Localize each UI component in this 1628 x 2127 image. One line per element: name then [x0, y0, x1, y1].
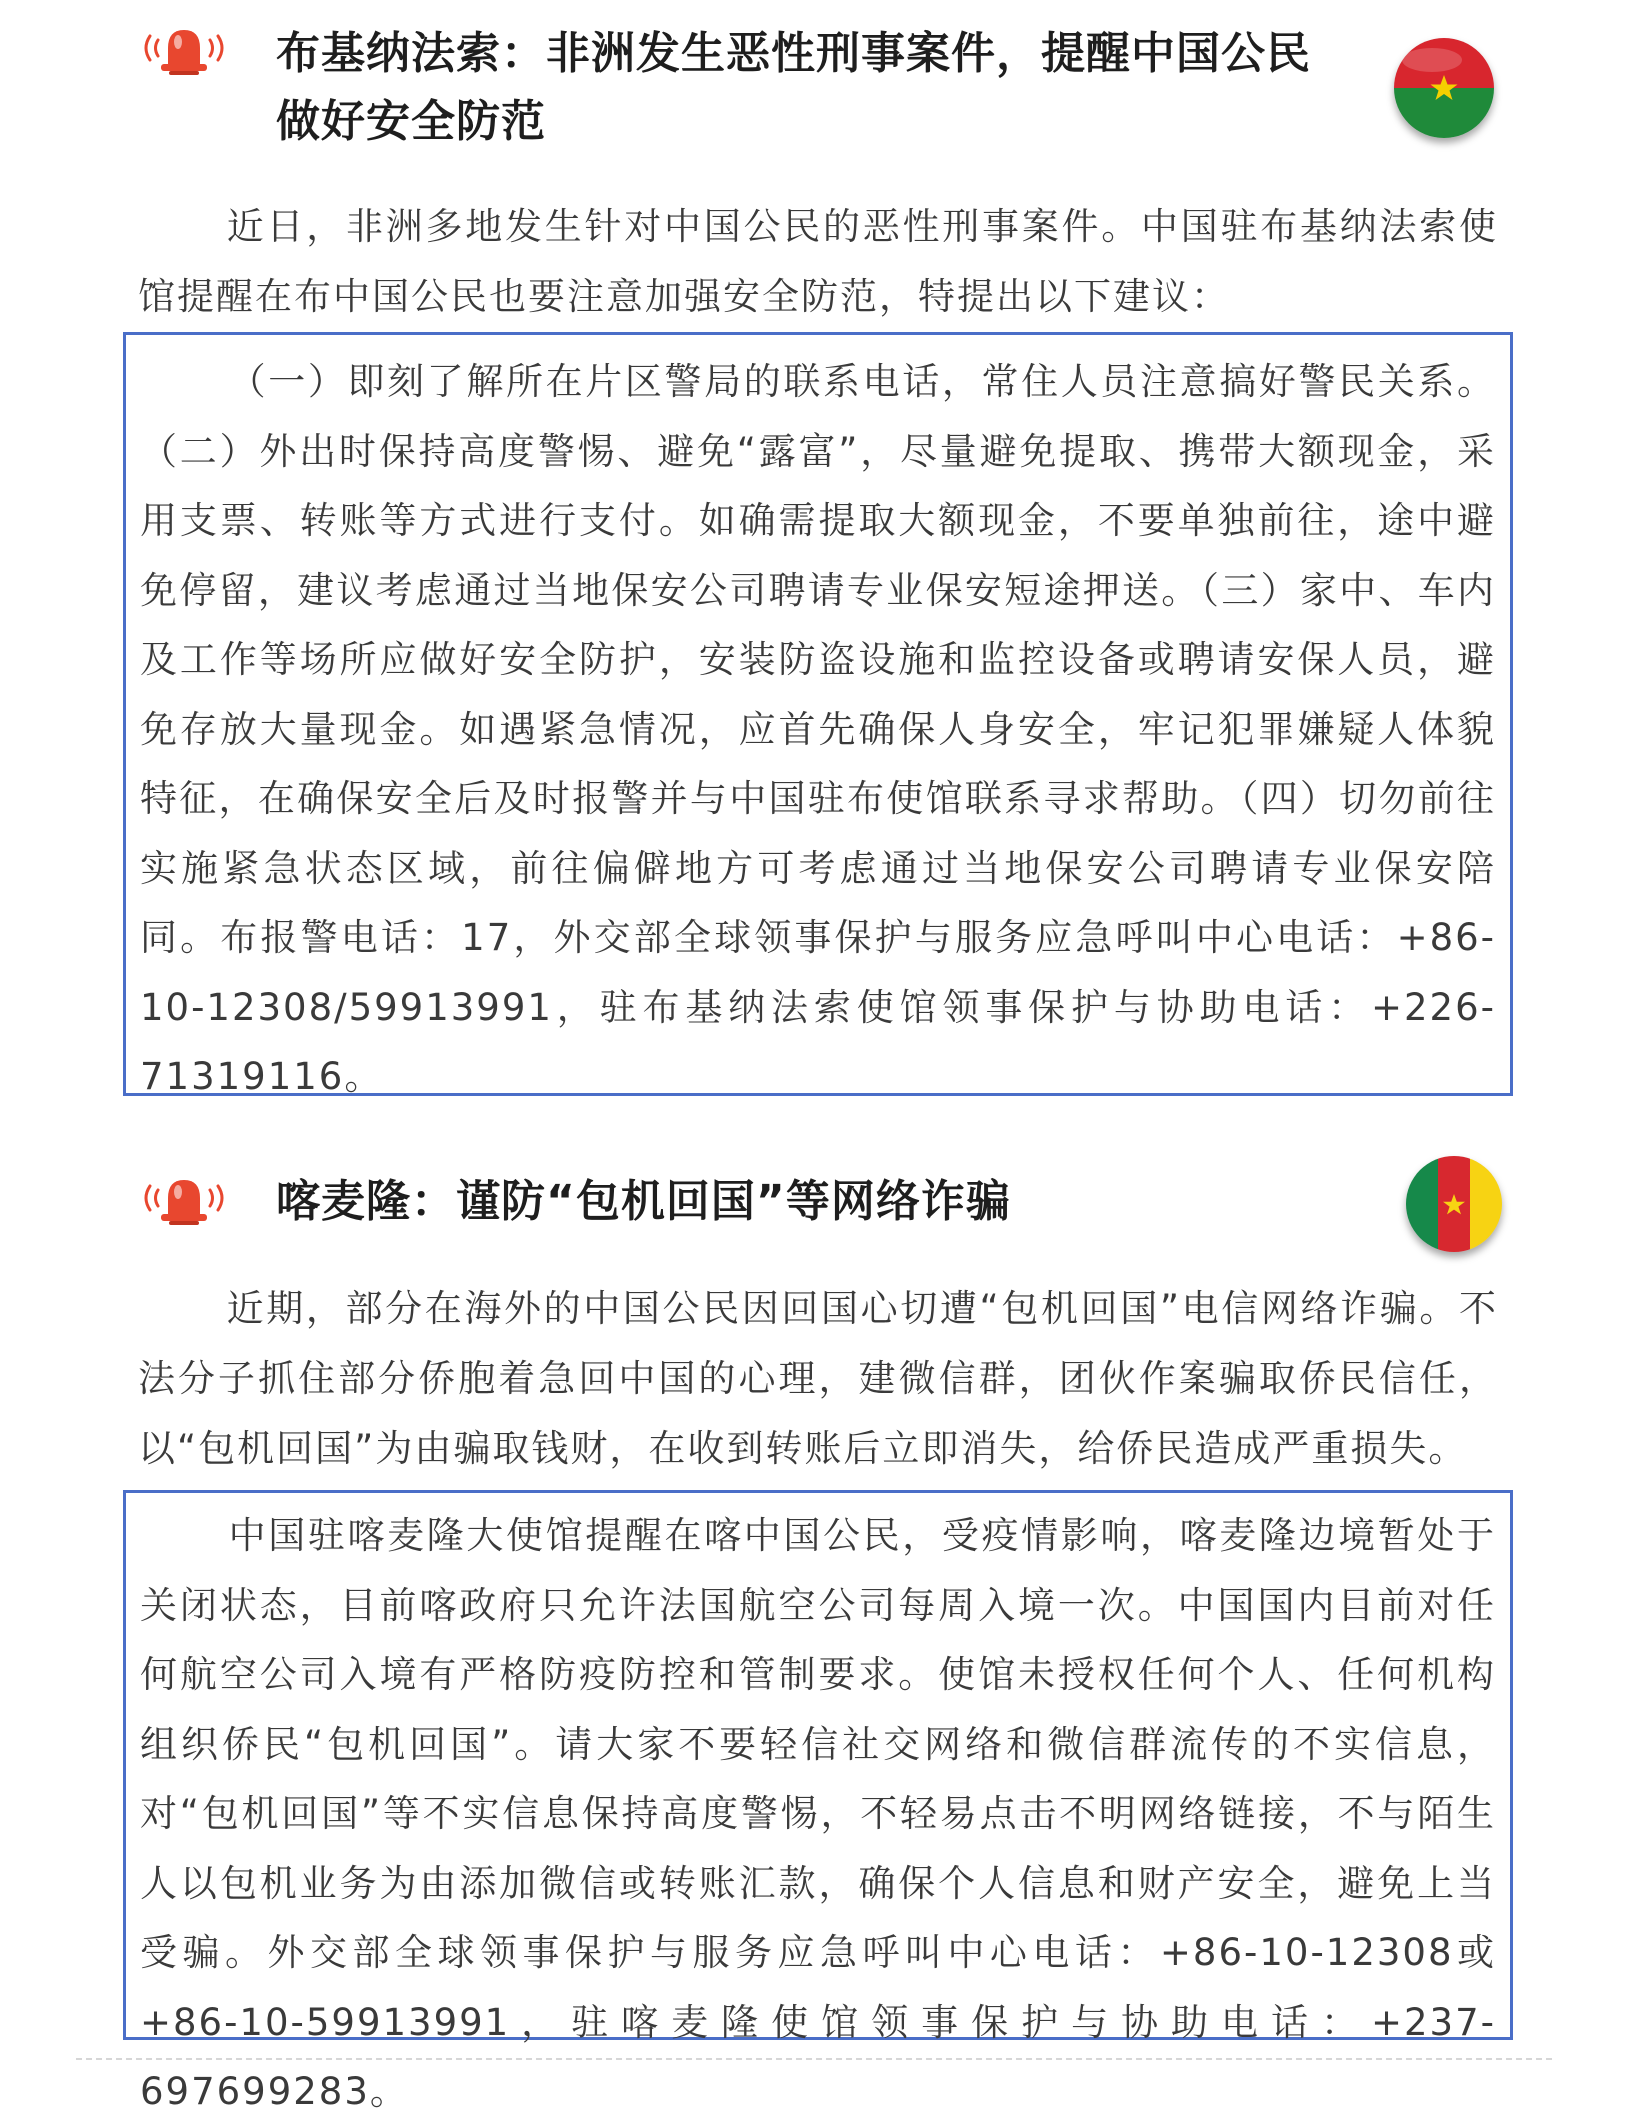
section-title: 喀麦隆：谨防“包机回国”等网络诈骗 [276, 1176, 1011, 1227]
intro-paragraph: 近日，非洲多地发生针对中国公民的恶性刑事案件。中国驻布基纳法索使馆提醒在布中国公民也要注意加强安全防范，特提出以下建议： [138, 205, 1498, 318]
alarm-bell-icon [134, 1174, 234, 1230]
divider [76, 2058, 1552, 2060]
advice-box [123, 332, 1513, 1096]
burkina-faso-flag [1394, 38, 1494, 138]
advice-box [123, 1490, 1513, 2113]
alarm-bell-icon [134, 24, 234, 80]
section-title: 布基纳法索：非洲发生恶性刑事案件，提醒中国公民 做好安全防范 [276, 28, 1311, 147]
cameroon-flag [1406, 1156, 1502, 1252]
advice-text: （一）即刻了解所在片区警局的联系电话，常住人员注意搞好警民关系。（二）外出时保持高度警惕、避免“露富”，尽量避免提取、携带大额现金，采用支票、转账等方式进行支付。如确需提取大额现金，不要单独前往，途中避免停留，建议考虑通过当地保安公司聘请专业保安短途押送。（三）家中、车内及工作等场所应做好安全防护，安装防盗设施和监控设备或聘请安保人员，避免存放大量现金。如遇紧急情况，应首先确保人身安全，牢记犯罪嫌疑人体貌特征，在确保安全后及时报警并与中国驻布使馆联系寻求帮助。（四）切勿前往实施紧急状态区域，前往偏僻地方可考虑通过当地保安公司聘请专业保安陪同。布报警电话：17，外交部全球领事保护与服务应急呼叫中心电话：+86-10-12308/59913991，驻布基纳法索使馆领事保护与协助电话：+226-71319116。 [140, 360, 1496, 1098]
advice-text: 中国驻喀麦隆大使馆提醒在喀中国公民，受疫情影响，喀麦隆边境暂处于关闭状态，目前喀政府只允许法国航空公司每周入境一次。中国国内目前对任何航空公司入境有严格防疫防控和管制要求。使馆未授权任何个人、任何机构组织侨民“包机回国”。请大家不要轻信社交网络和微信群流传的不实信息，对“包机回国”等不实信息保持高度警惕，不轻易点击不明网络链接，不与陌生人以包机业务为由添加微信或转账汇款，确保个人信息和财产安全，避免上当受骗。外交部全球领事保护与服务应急呼叫中心电话：+86-10-12308或+86-10-59913991，驻喀麦隆使馆领事保护与协助电话：+237-697699283。 [140, 1514, 1496, 2113]
intro-paragraph: 近期，部分在海外的中国公民因回国心切遭“包机回国”电信网络诈骗。不法分子抓住部分侨胞着急回中国的心理，建微信群，团伙作案骗取侨民信任，以“包机回国”为由骗取钱财，在收到转账后立即消失，给侨民造成严重损失。 [138, 1287, 1498, 1470]
